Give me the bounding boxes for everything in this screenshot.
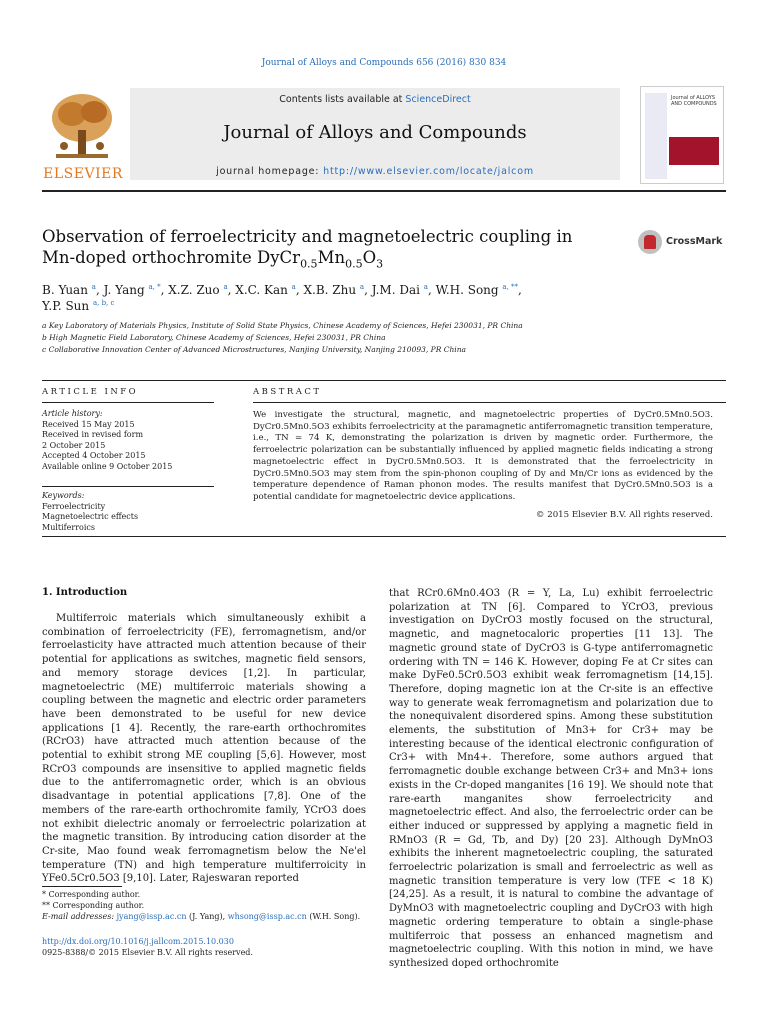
intro-column-2: that RCr0.6Mn0.4O3 (R = Y, La, Lu) exhibit ferroelectric polarization at TN [6]. Compared to YCrO3, previous investigation on DyCrO3 mostly focused on the structural, magnetic, and magnetocaloric properties [11 13]. The magnetic ground state of DyCrO3 is G-type antiferromagnetic ordering with TN = 146 K. However, doping Fe at Cr sites can make DyFe0.5Cr0.5O3 exhibit weak ferromagnetism [14,15]. Therefore, doping magnetic ion at the Cr-site is an effective way to generate weak ferromagnetism and polarization due to the nonequivalent disordered spins. Among these substitution elements, the substitution of Mn3+ for Cr3+ may be interesting because of the identical electronic configuration of Cr3+ with Mn4+. Therefore, some authors argued that ferromagnetic double exchange between Cr3+ and Mn3+ ions exists in the Cr-doped manganites [16 19]. We should note that rare-earth manganites show ferroelectricity and magnetoelectric effect. And also, the ferroelectric order can be either induced or suppressed by applying a magnetic field in RMnO3 (R = Gd, Tb, and Dy) [20 23]. Although DyMnO3 exhibits the inherent magnetoelectric coupling, the saturated ferroelectric polarization is small and ferroelectric as well as magnetic transition temperature is very low (TFE < 18 K) [24,25]. As a result, it is natural to combine the advantage of DyMnO3 with magnetoelectric coupling and DyCrO3 with high magnetic ordering temperature to obtain a single-phase multiferroic that possess an enhanced magnetism and magnetoelectric coupling. With this notion in mind, we have synthesized doped orthochromite — [389, 588, 713, 969]
history-item: Received in revised form — [42, 430, 144, 439]
article-title — [42, 226, 602, 271]
section-heading-introduction: 1. Introduction — [42, 587, 128, 598]
section-rule — [42, 380, 726, 381]
cover-red-block — [669, 137, 719, 165]
crossmark-label: CrossMark — [666, 236, 723, 247]
crossmark-icon — [638, 230, 662, 254]
keywords — [42, 491, 214, 533]
crossmark-badge[interactable] — [638, 230, 728, 256]
info-rule — [42, 402, 214, 403]
abstract-copyright: © 2015 Elsevier B.V. All rights reserved. — [535, 510, 713, 520]
elsevier-wordmark: ELSEVIER — [43, 166, 123, 182]
title-line-2: Mn-doped orthochromite $DyCr_{0.5}Mn_{0.5}O_3$ — [42, 248, 384, 271]
footnote-corresponding-1: * Corresponding author. — [42, 890, 141, 899]
cover-side-panel — [645, 93, 667, 179]
affiliation-c: c Collaborative Innovation Center of Advanced Microstructures, Nanjing University, Nanjing 210093, PR China — [42, 345, 467, 354]
keywords-rule — [42, 486, 214, 487]
abstract-end-rule — [42, 536, 726, 537]
homepage-line — [130, 166, 620, 177]
issn-copyright: 0925-8388/© 2015 Elsevier B.V. All rights reserved. — [42, 948, 253, 957]
abstract-heading: ABSTRACT — [253, 387, 322, 397]
history-label: Article history: — [42, 409, 103, 418]
cover-title: Journal of ALLOYS AND COMPOUNDS — [671, 95, 717, 107]
journal-title: Journal of Alloys and Compounds — [223, 122, 527, 143]
homepage-link[interactable]: http://www.elsevier.com/locate/jalcom — [323, 166, 534, 177]
contents-prefix: Contents lists available at — [279, 94, 406, 105]
article-history — [42, 409, 214, 472]
keyword: Multiferroics — [42, 522, 95, 532]
sciencedirect-link[interactable]: ScienceDirect — [405, 94, 471, 105]
intro-column-1: Multiferroic materials which simultaneously exhibit a combination of ferroelectricity (FE), ferromagnetism, and/or ferroelasticity have attracted much attention because of their potential for applications as switches, magnetic field sensors, and memory storage devices [1,2]. In particular, magnetoelectric (ME) multiferroic materials showing a coupling between the magnetic and electric order parameters have been demonstrated to be useful for new device applications [1 4]. Recently, the rare-earth orthochromites (RCrO3) have attracted much attention because of the potential to exhibit strong ME coupling [5,6]. However, most RCrO3 compounds are insensitive to applied magnetic fields due to the antiferromagnetic order, which is an obvious disadvantage in potential applications [7,8]. One of the members of the rare-earth orthochromite family, YCrO3 does not exhibit dielectric anomaly or ferroelectric polarization at the magnetic transition. By introducing cation disorder at the Cr-site, Mao found weak ferromagnetism below the Ne'el temperature (TN) and high temperature multiferroicity in YFe0.5Cr0.5O3 [9,10]. Later, Rajeswaran reported — [42, 613, 366, 885]
footnote-corresponding-2: ** Corresponding author. — [42, 901, 145, 910]
journal-info-box — [130, 88, 620, 180]
footnote-emails: E-mail addresses: jyang@issp.ac.cn (J. Yang), whsong@issp.ac.cn (W.H. Song). — [42, 912, 361, 921]
journal-banner — [42, 86, 726, 186]
abstract-rule — [253, 402, 726, 403]
contents-line — [130, 94, 620, 105]
email-link-yang[interactable]: jyang@issp.ac.cn — [116, 912, 187, 921]
history-item: Received 15 May 2015 — [42, 419, 135, 429]
authors-line-2: Y.P. Sun $^{a, b, c}$ — [42, 299, 115, 313]
doi-link[interactable]: http://dx.doi.org/10.1016/j.jallcom.2015.10.030 — [42, 937, 234, 946]
title-line-1: Observation of ferroelectricity and magnetoelectric coupling in — [42, 227, 573, 246]
keyword: Magnetoelectric effects — [42, 512, 139, 521]
history-item: Available online 9 October 2015 — [42, 461, 173, 471]
homepage-prefix: journal homepage: — [216, 166, 324, 177]
abstract-text: We investigate the structural, magnetic, and magnetoelectric properties of DyCr0.5Mn0.5O3. DyCr0.5Mn0.5O3 exhibits ferroelectricity at the paramagnetic antiferromagnetic transition temperature, i.e., TN = 74 K, demonstrating the polarization is driven by magnetic order. Furthermore, the ferroelectric polarization can be substantially influenced by applied magnetic fields indicating a strong magnetoelectric effect in DyCr0.5Mn0.5O3. It is demonstrated that the ferroelectricity in DyCr0.5Mn0.5O3 may stem from the spin-phonon coupling of Dy and Mn/Cr ions as evidenced by the temperature dependence of Raman phonon modes. The results manifest that DyCr0.5Mn0.5O3 is a potential candidate for magnetoelectric device applications. — [253, 410, 713, 502]
journal-citation[interactable]: Journal of Alloys and Compounds 656 (2016) 830 834 — [261, 58, 507, 68]
author-list — [42, 282, 722, 314]
article-info-heading: ARTICLE INFO — [42, 387, 139, 397]
keywords-label: Keywords: — [42, 491, 85, 500]
authors-line-1: B. Yuan $^a$, J. Yang $^{a, *}$, X.Z. Zuo $^a$, X.C. Kan $^a$, X.B. Zhu $^a$, J.M. Dai $^a$, W.H. Song $^{a, **}$, — [42, 283, 522, 297]
affiliation-a: a Key Laboratory of Materials Physics, Institute of Solid State Physics, Chinese Academy of Sciences, Hefei 230031, PR China — [42, 321, 523, 330]
keyword: Ferroelectricity — [42, 501, 106, 511]
history-item: 2 October 2015 — [42, 440, 106, 450]
footnote-rule — [42, 886, 122, 887]
journal-cover-thumbnail[interactable] — [640, 86, 724, 184]
history-item: Accepted 4 October 2015 — [42, 451, 146, 460]
affiliation-b: b High Magnetic Field Laboratory, Chinese Academy of Sciences, Hefei 230031, PR China — [42, 333, 386, 342]
email-link-song[interactable]: whsong@issp.ac.cn — [227, 912, 307, 921]
header-rule — [42, 190, 726, 192]
